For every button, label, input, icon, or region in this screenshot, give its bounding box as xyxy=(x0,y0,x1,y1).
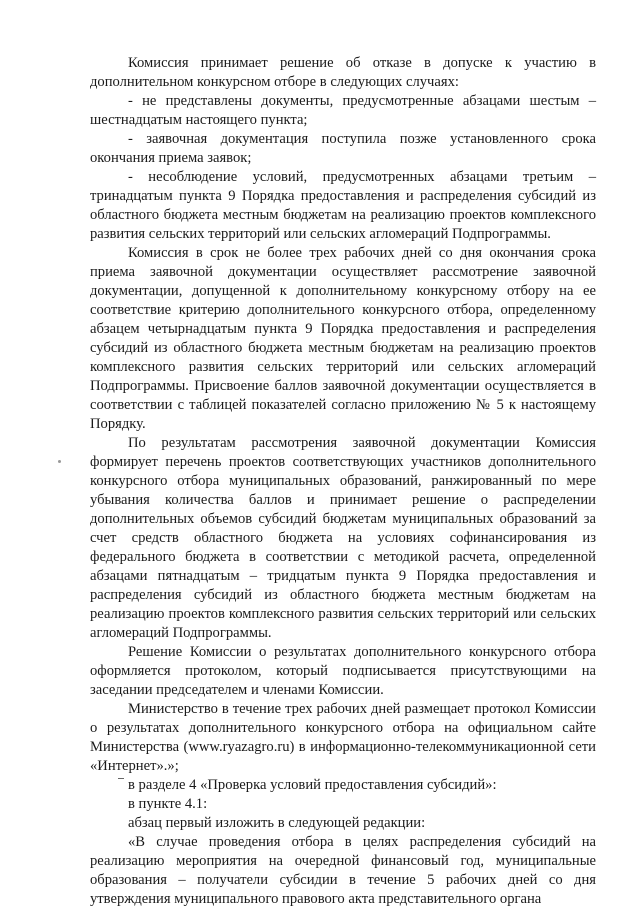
paragraph-rejection-case-3: - несоблюдение условий, предусмотренных абзацами третьим – тринадцатым пункта 9 Порядка предоставления и распределения субсидий из областного бюджета местным бюджетам на реализацию проектов комплексного развития сельских территорий или сельских агломераций Подпрограммы. xyxy=(90,169,596,242)
paragraph-protocol: Решение Комиссии о результатах дополнительного конкурсного отбора оформляется протоколом, который подписывается присутствующими на заседании председателем и членами Комиссии. xyxy=(90,644,596,698)
paragraph-rejection-case-2: - заявочная документация поступила позже установленного срока окончания приема заявок; xyxy=(90,131,596,166)
margin-mark xyxy=(118,778,124,779)
paragraph-rejection-case-1: - не представлены документы, предусмотренные абзацами шестым – шестнадцатым настоящего пункта; xyxy=(90,93,596,128)
paragraph-section-4: в разделе 4 «Проверка условий предоставления субсидий»: xyxy=(128,777,497,793)
paragraph-new-wording: «В случае проведения отбора в целях распределения субсидий на реализацию мероприятия на очередной финансовый год, муниципальные образования – получатели субсидии в течение 5 рабочих дней со дня утверждения муниципального правового акта представительного органа xyxy=(90,834,596,907)
paragraph-point-4-1: в пункте 4.1: xyxy=(128,796,208,812)
scan-speck xyxy=(58,460,61,463)
paragraph-rejection-intro: Комиссия принимает решение об отказе в допуске к участию в дополнительном конкурсном отборе в следующих случаях: xyxy=(90,55,596,90)
paragraph-ranking-decision: По результатам рассмотрения заявочной документации Комиссия формирует перечень проектов соответствующих участников дополнительного конкурсного отбора муниципальных образований, ранжированный по мере убывания количества баллов и принимает решение о распределении дополнительных объемов субсидий бюджетам муниципальных образований за счет средств областного бюджета на условиях софинансирования из федерального бюджета в соответствии с методикой расчета, определенной абзацами пятнадцатым – тридцатым пункта 9 Порядка предоставления и распределения субсидий из областного бюджета местным бюджетам на реализацию проектов комплексного развития сельских территорий или сельских агломераций Подпрограммы. xyxy=(90,435,596,641)
paragraph-review-process: Комиссия в срок не более трех рабочих дней со дня окончания срока приема заявочной документации осуществляет рассмотрение заявочной документации, допущенной к дополнительному конкурсному отбору на ее соответствие критерию дополнительного конкурсного отбора, определенному абзацем четырнадцатым пункта 9 Порядка предоставления и распределения субсидий из областного бюджета местным бюджетам на реализацию проектов комплексного развития сельских территорий или сельских агломераций Подпрограммы. Присвоение баллов заявочной документации осуществляется в соответствии с таблицей показателей согласно приложению № 5 к настоящему Порядку. xyxy=(90,245,596,432)
paragraph-first-abzac: абзац первый изложить в следующей редакции: xyxy=(128,815,426,831)
document-body xyxy=(90,54,596,909)
paragraph-publication: Министерство в течение трех рабочих дней размещает протокол Комиссии о результатах дополнительного конкурсного отбора на официальном сайте Министерства (www.ryazagro.ru) в информационно-телекоммуникационной сети «Интернет».»; xyxy=(90,701,596,774)
